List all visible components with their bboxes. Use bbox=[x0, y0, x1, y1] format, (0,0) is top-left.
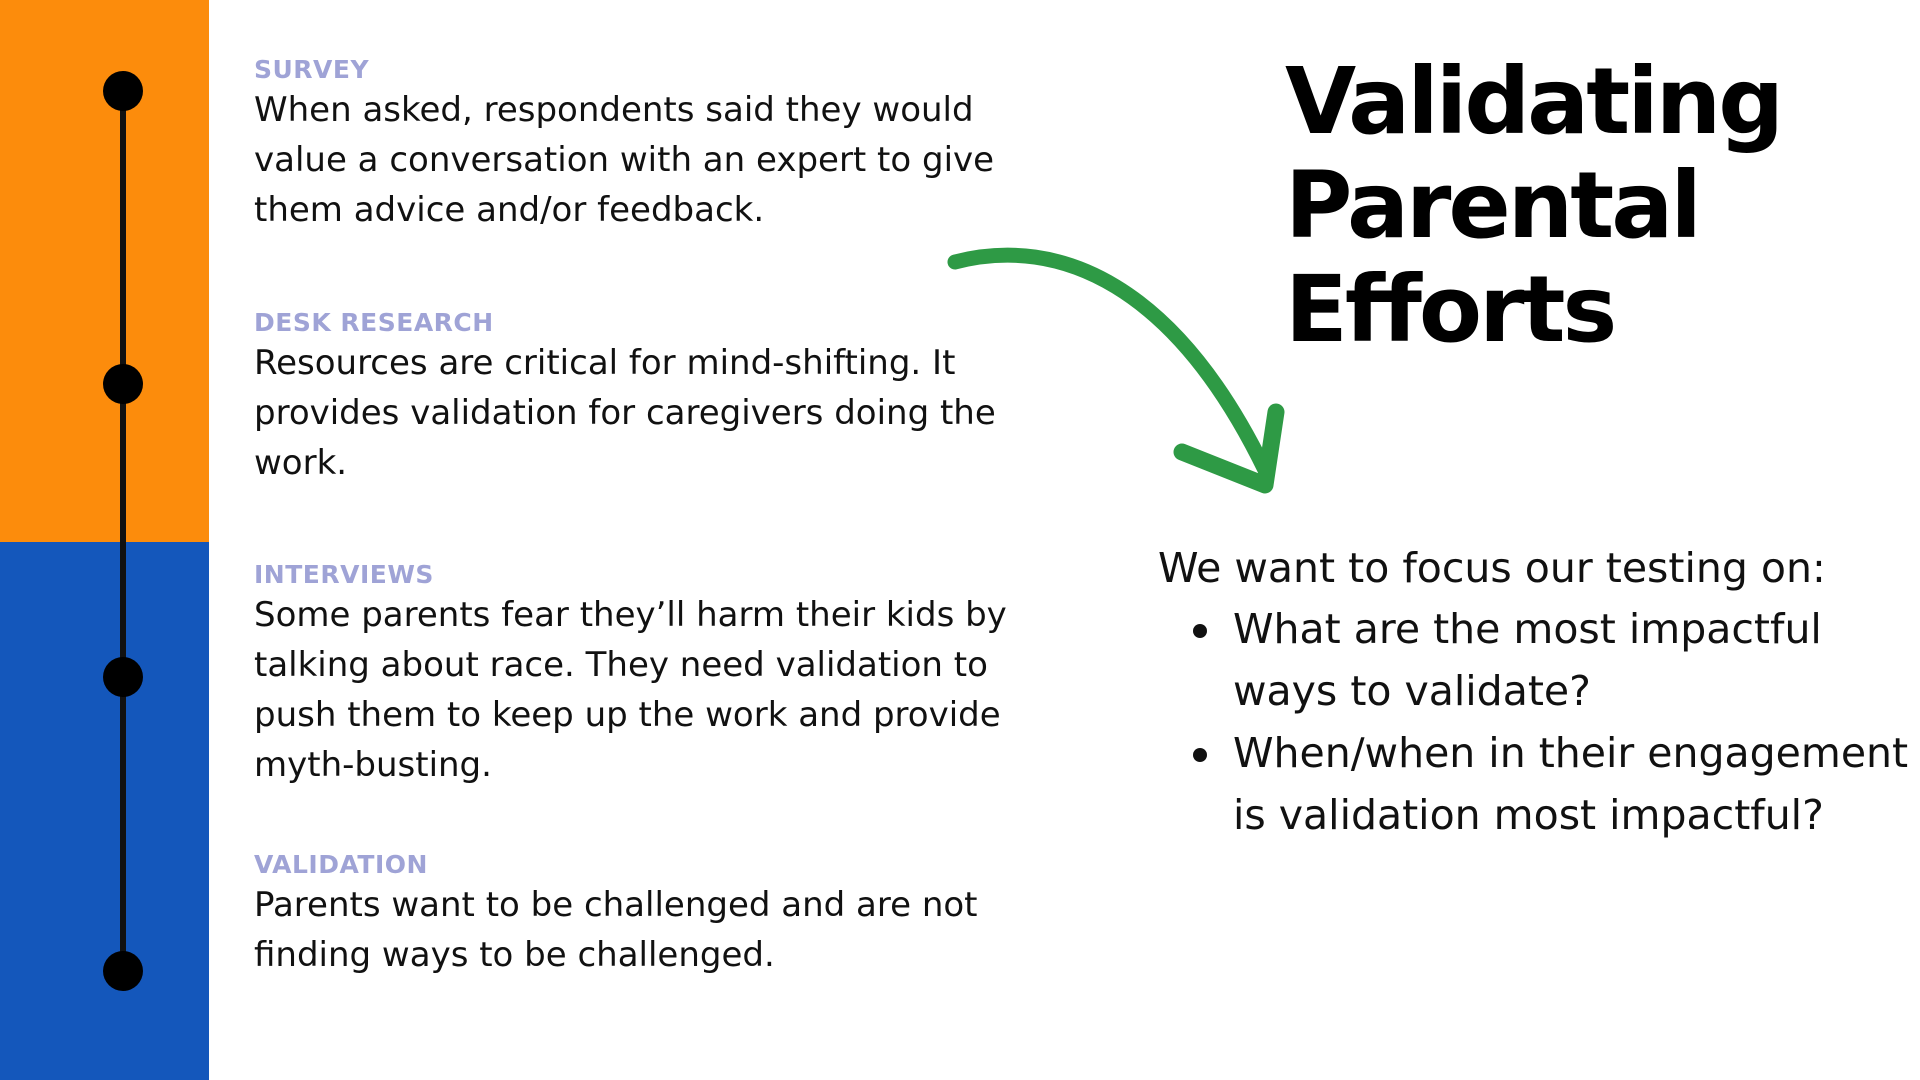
finding-desk-research bbox=[254, 308, 1014, 488]
finding-survey bbox=[254, 55, 1014, 235]
finding-label: INTERVIEWS bbox=[254, 560, 434, 589]
list-item bbox=[1158, 598, 1918, 722]
focus-block bbox=[1158, 538, 1918, 846]
timeline-dot bbox=[103, 71, 143, 111]
finding-text: Parents want to be challenged and are not finding ways to be challenged. bbox=[254, 885, 978, 975]
timeline-line bbox=[120, 90, 126, 970]
title-line: Parental bbox=[1285, 152, 1699, 259]
focus-intro: We want to focus our testing on: bbox=[1158, 544, 1826, 592]
timeline-dot bbox=[103, 657, 143, 697]
finding-label: SURVEY bbox=[254, 55, 370, 84]
title-line: Efforts bbox=[1285, 256, 1615, 363]
bullet-icon bbox=[1193, 624, 1207, 638]
page-title bbox=[1285, 50, 1905, 362]
title-line: Validating bbox=[1285, 48, 1782, 155]
finding-text: Resources are critical for mind-shifting. It provides validation for caregivers doing the work. bbox=[254, 343, 996, 483]
list-item-text: What are the most impactful ways to validate? bbox=[1233, 605, 1822, 715]
list-item bbox=[1158, 722, 1918, 846]
timeline-dot bbox=[103, 364, 143, 404]
finding-label: VALIDATION bbox=[254, 850, 428, 879]
bullet-icon bbox=[1193, 748, 1207, 762]
timeline-dot bbox=[103, 951, 143, 991]
blue-band bbox=[0, 542, 209, 1080]
curved-arrow-down-icon bbox=[940, 240, 1300, 510]
list-item-text: When/when in their engagement is validation most impactful? bbox=[1233, 729, 1909, 839]
finding-text: When asked, respondents said they would value a conversation with an expert to give them advice and/or feedback. bbox=[254, 90, 995, 230]
finding-text: Some parents fear they’ll harm their kids by talking about race. They need validation to push them to keep up the work and provide myth-busting. bbox=[254, 595, 1007, 785]
finding-label: DESK RESEARCH bbox=[254, 308, 494, 337]
focus-list bbox=[1158, 598, 1918, 846]
finding-interviews bbox=[254, 560, 1014, 790]
finding-validation bbox=[254, 850, 1014, 980]
